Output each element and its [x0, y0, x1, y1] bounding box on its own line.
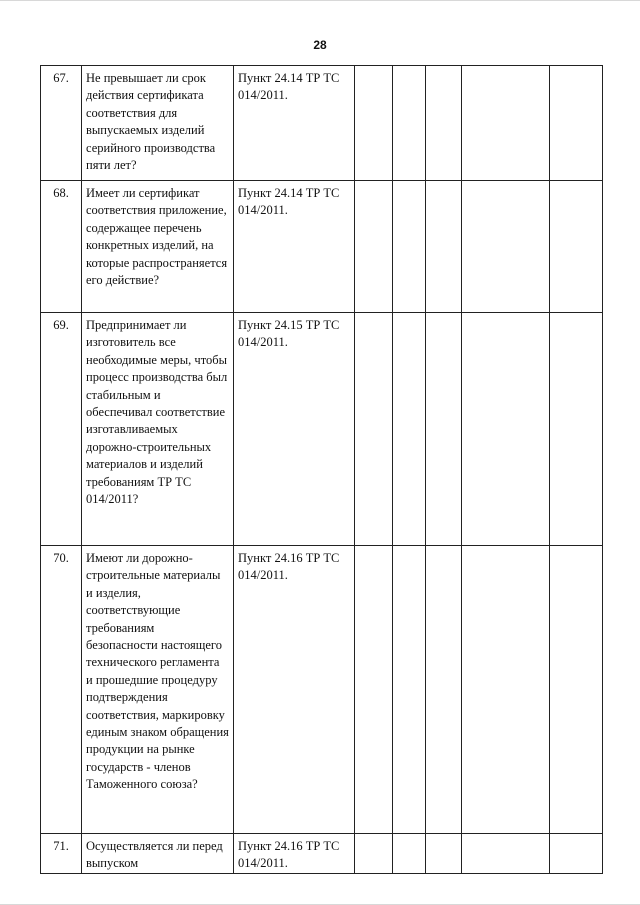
row-number: 71.: [41, 834, 82, 874]
question-text: Предпринимает ли изготовитель все необходимые меры, чтобы процесс производства был стабильным и обеспечивал соответствие изготавливаемых дорожно-строительных материалов и изделий требованиям ТР ТС 014/2011?: [82, 313, 234, 546]
answer-cell-na[interactable]: [426, 834, 462, 874]
answer-cell-note[interactable]: [462, 313, 550, 546]
page-number: 28: [313, 38, 327, 52]
answer-cell-note[interactable]: [462, 834, 550, 874]
reference-text: Пункт 24.16 ТР ТС 014/2011.: [234, 834, 355, 874]
answer-cell-yes[interactable]: [355, 313, 393, 546]
row-number: 69.: [41, 313, 82, 546]
table-row: [41, 66, 603, 181]
answer-cell-extra[interactable]: [550, 834, 603, 874]
answer-cell-na[interactable]: [426, 546, 462, 834]
answer-cell-note[interactable]: [462, 546, 550, 834]
answer-cell-extra[interactable]: [550, 66, 603, 181]
row-number: 70.: [41, 546, 82, 834]
question-text: Имеет ли сертификат соответствия приложение, содержащее перечень конкретных изделий, на которые распространяется его действие?: [82, 181, 234, 313]
answer-cell-no[interactable]: [393, 181, 426, 313]
answer-cell-yes[interactable]: [355, 546, 393, 834]
answer-cell-note[interactable]: [462, 66, 550, 181]
answer-cell-na[interactable]: [426, 66, 462, 181]
table-row: [41, 181, 603, 313]
question-text: Осуществляется ли перед выпуском: [82, 834, 234, 874]
row-number: 67.: [41, 66, 82, 181]
question-text: Имеют ли дорожно-строительные материалы и изделия, соответствующие требованиям безопасности настоящего технического регламента и прошедшие процедуру подтверждения соответствия, маркировку единым знаком обращения продукции на рынке государств - членов Таможенного союза?: [82, 546, 234, 834]
answer-cell-yes[interactable]: [355, 834, 393, 874]
answer-cell-extra[interactable]: [550, 546, 603, 834]
reference-text: Пункт 24.15 ТР ТС 014/2011.: [234, 313, 355, 546]
reference-text: Пункт 24.16 ТР ТС 014/2011.: [234, 546, 355, 834]
reference-text: Пункт 24.14 ТР ТС 014/2011.: [234, 181, 355, 313]
answer-cell-yes[interactable]: [355, 181, 393, 313]
answer-cell-extra[interactable]: [550, 181, 603, 313]
answer-cell-extra[interactable]: [550, 313, 603, 546]
table-row: [41, 313, 603, 546]
top-edge-line: [0, 0, 640, 1]
answer-cell-no[interactable]: [393, 546, 426, 834]
checklist-table: [40, 65, 603, 874]
answer-cell-yes[interactable]: [355, 66, 393, 181]
answer-cell-na[interactable]: [426, 181, 462, 313]
answer-cell-na[interactable]: [426, 313, 462, 546]
answer-cell-no[interactable]: [393, 313, 426, 546]
table-row: [41, 834, 603, 874]
table-row: [41, 546, 603, 834]
answer-cell-no[interactable]: [393, 66, 426, 181]
reference-text: Пункт 24.14 ТР ТС 014/2011.: [234, 66, 355, 181]
row-number: 68.: [41, 181, 82, 313]
answer-cell-note[interactable]: [462, 181, 550, 313]
answer-cell-no[interactable]: [393, 834, 426, 874]
question-text: Не превышает ли срок действия сертификата соответствия для выпускаемых изделий серийного производства пяти лет?: [82, 66, 234, 181]
